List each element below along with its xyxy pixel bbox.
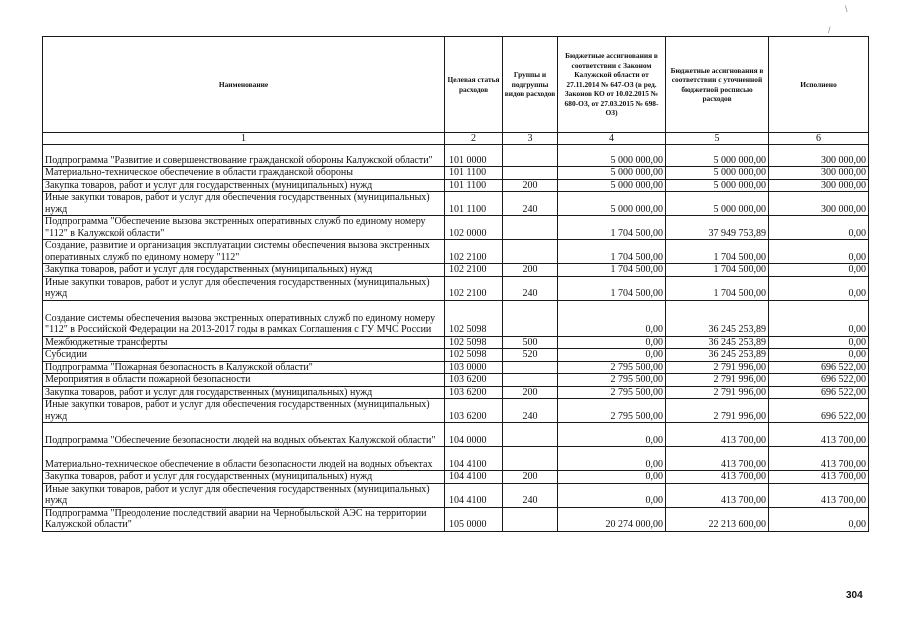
row-executed: 696 522,00 (769, 399, 869, 423)
row-target-article: 104 4100 (445, 483, 503, 507)
row-executed: 300 000,00 (769, 167, 869, 180)
budget-table (42, 36, 869, 532)
header-name: Наименование (43, 37, 445, 133)
row-executed: 696 522,00 (769, 361, 869, 374)
row-target-article: 102 5098 (445, 336, 503, 349)
row-refined-budget: 413 700,00 (666, 447, 769, 471)
row-law-budget: 5 000 000,00 (558, 179, 666, 192)
column-number-row (43, 133, 869, 145)
row-refined-budget: 1 704 500,00 (666, 264, 769, 277)
column-number: 4 (558, 133, 666, 145)
row-executed: 0,00 (769, 349, 869, 362)
row-law-budget: 1 704 500,00 (558, 264, 666, 277)
row-name: Иные закупки товаров, работ и услуг для обеспечения государственных (муниципальных) нужд (43, 276, 445, 300)
row-law-budget: 0,00 (558, 336, 666, 349)
row-name: Закупка товаров, работ и услуг для государственных (муниципальных) нужд (43, 471, 445, 484)
row-name: Подпрограмма "Преодоление последствий аварии на Чернобыльской АЭС на территории Калужской области" (43, 507, 445, 531)
row-name: Субсидии (43, 349, 445, 362)
row-target-article: 103 0000 (445, 361, 503, 374)
table-row (43, 264, 869, 277)
row-refined-budget: 5 000 000,00 (666, 179, 769, 192)
table-header (43, 37, 869, 145)
row-law-budget: 1 704 500,00 (558, 240, 666, 264)
row-name: Создание, развитие и организация эксплуатации системы обеспечения вызова экстренных оперативных служб по единому номеру "112" (43, 240, 445, 264)
row-target-article: 102 2100 (445, 240, 503, 264)
column-number: 3 (503, 133, 558, 145)
row-expense-group (503, 374, 558, 387)
row-executed: 413 700,00 (769, 447, 869, 471)
row-name: Мероприятия в области пожарной безопасности (43, 374, 445, 387)
row-name: Подпрограмма "Развитие и совершенствование гражданской обороны Калужской области" (43, 145, 445, 167)
row-law-budget: 2 795 500,00 (558, 361, 666, 374)
scan-mark: / (828, 25, 831, 35)
row-refined-budget: 413 700,00 (666, 483, 769, 507)
row-refined-budget: 413 700,00 (666, 423, 769, 447)
row-name: Подпрограмма "Обеспечение безопасности людей на водных объектах Калужской области" (43, 423, 445, 447)
row-executed: 413 700,00 (769, 483, 869, 507)
row-expense-group (503, 507, 558, 531)
row-refined-budget: 1 704 500,00 (666, 276, 769, 300)
row-name: Материально-техническое обеспечение в области безопасности людей на водных объектах (43, 447, 445, 471)
row-executed: 0,00 (769, 276, 869, 300)
row-executed: 696 522,00 (769, 374, 869, 387)
table-row (43, 179, 869, 192)
table-row (43, 374, 869, 387)
row-executed: 0,00 (769, 300, 869, 336)
row-law-budget: 0,00 (558, 471, 666, 484)
table-row (43, 447, 869, 471)
table-row (43, 192, 869, 216)
row-expense-group (503, 240, 558, 264)
row-name: Иные закупки товаров, работ и услуг для обеспечения государственных (муниципальных) нужд (43, 483, 445, 507)
row-target-article: 102 0000 (445, 216, 503, 240)
row-executed: 0,00 (769, 507, 869, 531)
row-refined-budget: 36 245 253,89 (666, 300, 769, 336)
row-expense-group: 200 (503, 179, 558, 192)
row-executed: 696 522,00 (769, 386, 869, 399)
row-target-article: 102 2100 (445, 276, 503, 300)
row-refined-budget: 5 000 000,00 (666, 192, 769, 216)
row-executed: 300 000,00 (769, 192, 869, 216)
page-number: 304 (846, 590, 863, 601)
row-law-budget: 2 795 500,00 (558, 374, 666, 387)
row-refined-budget: 36 245 253,89 (666, 336, 769, 349)
table-row (43, 240, 869, 264)
row-target-article: 101 1100 (445, 179, 503, 192)
row-refined-budget: 37 949 753,89 (666, 216, 769, 240)
row-target-article: 104 4100 (445, 447, 503, 471)
row-expense-group: 200 (503, 264, 558, 277)
row-expense-group (503, 167, 558, 180)
row-expense-group: 520 (503, 349, 558, 362)
column-number: 6 (769, 133, 869, 145)
table-row (43, 483, 869, 507)
row-target-article: 103 6200 (445, 399, 503, 423)
row-target-article: 104 0000 (445, 423, 503, 447)
row-law-budget: 5 000 000,00 (558, 192, 666, 216)
row-expense-group (503, 361, 558, 374)
table-row (43, 471, 869, 484)
table-row (43, 361, 869, 374)
row-refined-budget: 2 791 996,00 (666, 386, 769, 399)
row-expense-group (503, 216, 558, 240)
row-refined-budget: 1 704 500,00 (666, 240, 769, 264)
row-refined-budget: 22 213 600,00 (666, 507, 769, 531)
header-law-budget: Бюджетные ассигнования в соответствии с Законом Калужской области от 27.11.2014 № 647-ОЗ (в ред. Законов КО от 10.02.2015 № 680-ОЗ, от 27.03.2015 № 698-ОЗ) (558, 37, 666, 133)
row-name: Закупка товаров, работ и услуг для государственных (муниципальных) нужд (43, 386, 445, 399)
row-law-budget: 2 795 500,00 (558, 399, 666, 423)
row-refined-budget: 413 700,00 (666, 471, 769, 484)
row-law-budget: 2 795 500,00 (558, 386, 666, 399)
table-row (43, 145, 869, 167)
row-expense-group: 200 (503, 386, 558, 399)
row-law-budget: 0,00 (558, 300, 666, 336)
row-executed: 0,00 (769, 336, 869, 349)
header-executed: Исполнено (769, 37, 869, 133)
row-law-budget: 0,00 (558, 447, 666, 471)
row-law-budget: 20 274 000,00 (558, 507, 666, 531)
row-executed: 0,00 (769, 264, 869, 277)
header-expense-groups: Группы и подгруппы видов расходов (503, 37, 558, 133)
row-target-article: 101 1100 (445, 192, 503, 216)
row-law-budget: 1 704 500,00 (558, 276, 666, 300)
table-row (43, 300, 869, 336)
table-row (43, 167, 869, 180)
table-row (43, 507, 869, 531)
header-target-article: Целевая статья расходов (445, 37, 503, 133)
table-row (43, 216, 869, 240)
header-refined-budget: Бюджетные ассигнования в соответствии с уточненной бюджетной росписью расходов (666, 37, 769, 133)
row-name: Подпрограмма "Пожарная безопасность в Калужской области" (43, 361, 445, 374)
column-number: 2 (445, 133, 503, 145)
row-law-budget: 5 000 000,00 (558, 167, 666, 180)
row-expense-group: 240 (503, 276, 558, 300)
row-executed: 300 000,00 (769, 145, 869, 167)
row-target-article: 102 2100 (445, 264, 503, 277)
row-name: Закупка товаров, работ и услуг для государственных (муниципальных) нужд (43, 264, 445, 277)
row-law-budget: 5 000 000,00 (558, 145, 666, 167)
row-target-article: 101 1100 (445, 167, 503, 180)
table-row (43, 349, 869, 362)
row-expense-group (503, 447, 558, 471)
row-executed: 413 700,00 (769, 471, 869, 484)
column-number: 1 (43, 133, 445, 145)
row-expense-group (503, 300, 558, 336)
row-expense-group: 200 (503, 471, 558, 484)
row-target-article: 101 0000 (445, 145, 503, 167)
table-body (43, 145, 869, 532)
row-target-article: 102 5098 (445, 300, 503, 336)
row-target-article: 103 6200 (445, 386, 503, 399)
row-name: Создание системы обеспечения вызова экстренных оперативных служб по единому номеру "112" в Российской Федерации на 2013-2017 годы в рамках Соглашения с ГУ МЧС России (43, 300, 445, 336)
row-target-article: 102 5098 (445, 349, 503, 362)
table-row (43, 276, 869, 300)
row-refined-budget: 5 000 000,00 (666, 167, 769, 180)
row-refined-budget: 2 791 996,00 (666, 399, 769, 423)
row-law-budget: 0,00 (558, 423, 666, 447)
row-target-article: 105 0000 (445, 507, 503, 531)
row-law-budget: 1 704 500,00 (558, 216, 666, 240)
row-refined-budget: 2 791 996,00 (666, 374, 769, 387)
row-expense-group: 240 (503, 399, 558, 423)
row-refined-budget: 5 000 000,00 (666, 145, 769, 167)
row-name: Материально-техническое обеспечение в области гражданской обороны (43, 167, 445, 180)
column-number: 5 (666, 133, 769, 145)
table-row (43, 423, 869, 447)
row-expense-group: 240 (503, 483, 558, 507)
row-refined-budget: 2 791 996,00 (666, 361, 769, 374)
row-executed: 0,00 (769, 240, 869, 264)
row-expense-group: 500 (503, 336, 558, 349)
table-row (43, 336, 869, 349)
row-name: Иные закупки товаров, работ и услуг для обеспечения государственных (муниципальных) нужд (43, 399, 445, 423)
row-expense-group (503, 423, 558, 447)
row-name: Межбюджетные трансферты (43, 336, 445, 349)
row-executed: 300 000,00 (769, 179, 869, 192)
row-refined-budget: 36 245 253,89 (666, 349, 769, 362)
row-target-article: 104 4100 (445, 471, 503, 484)
row-executed: 413 700,00 (769, 423, 869, 447)
row-name: Иные закупки товаров, работ и услуг для обеспечения государственных (муниципальных) нужд (43, 192, 445, 216)
row-name: Закупка товаров, работ и услуг для государственных (муниципальных) нужд (43, 179, 445, 192)
table-row (43, 399, 869, 423)
row-expense-group: 240 (503, 192, 558, 216)
row-target-article: 103 6200 (445, 374, 503, 387)
row-law-budget: 0,00 (558, 349, 666, 362)
table-row (43, 386, 869, 399)
row-executed: 0,00 (769, 216, 869, 240)
scan-mark: \ (845, 4, 848, 14)
row-name: Подпрограмма "Обеспечение вызова экстренных оперативных служб по единому номеру "112" в Калужской области" (43, 216, 445, 240)
row-law-budget: 0,00 (558, 483, 666, 507)
header-row (43, 37, 869, 133)
row-expense-group (503, 145, 558, 167)
